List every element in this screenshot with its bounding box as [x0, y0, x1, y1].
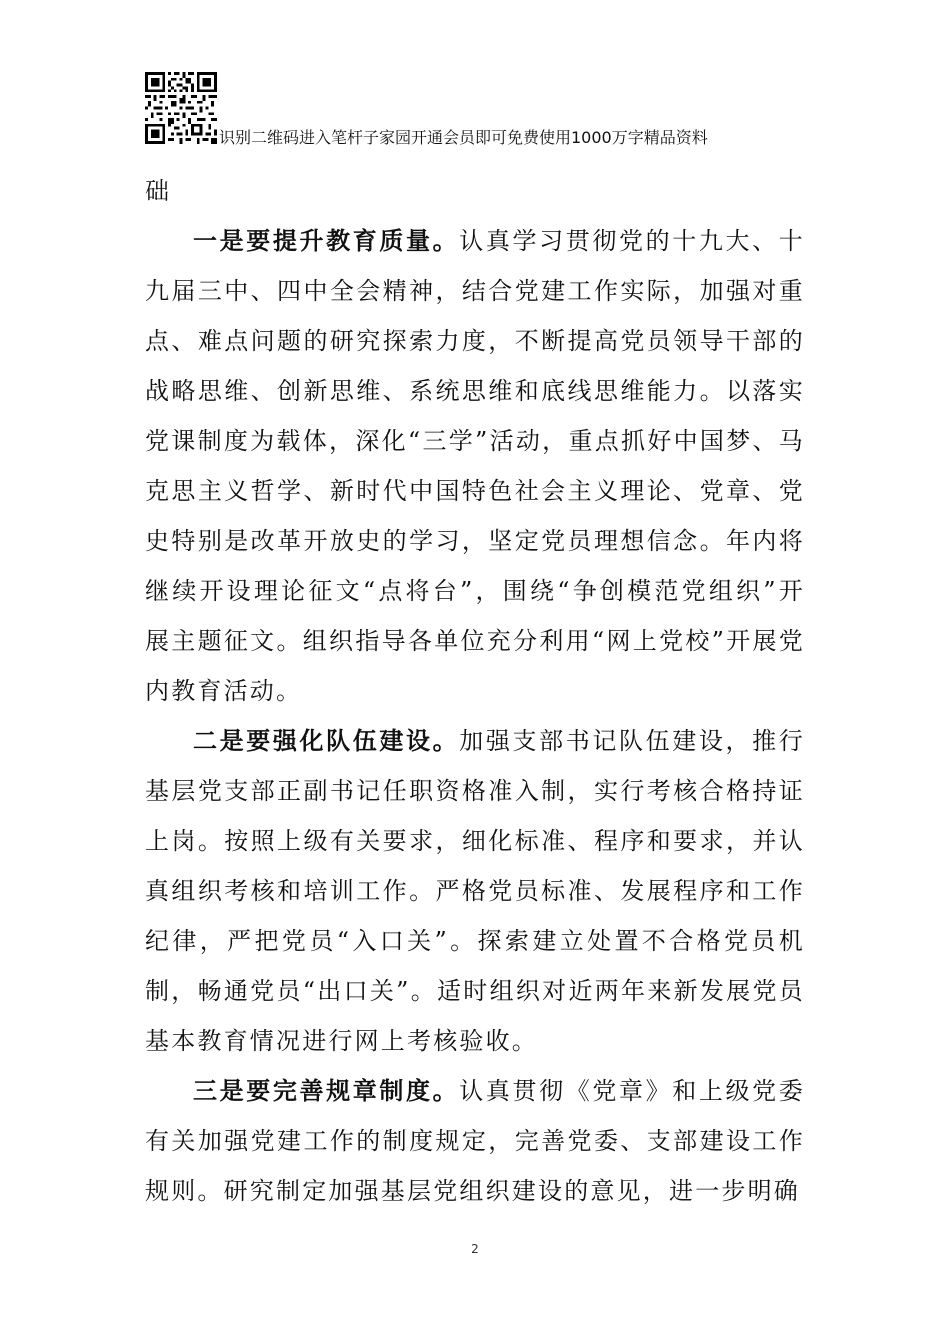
paragraph-3-body: 认真贯彻《党章》和上级党委有关加强党建工作的制度规定，完善党委、支部建设工作规则。研究制定加强基层党组织建设的意见，进一步明确 — [145, 1077, 806, 1205]
paragraph-1-lead: 一是要提升教育质量。 — [193, 226, 460, 255]
paragraph-2-lead: 二是要强化队伍建设。 — [193, 726, 460, 755]
paragraph-3-lead: 三是要完善规章制度。 — [193, 1076, 460, 1105]
paragraph-2-body: 加强支部书记队伍建设，推行基层党支部正副书记任职资格准入制，实行考核合格持证上岗。按照上级有关要求，细化标准、程序和要求，并认真组织考核和培训工作。严格党员标准、发展程序和工作纪律，严把党员“入口关”。探索建立处置不合格党员机制，畅通党员“出口关”。适时组织对近两年来新发展党员基本教育情况进行网上考核验收。 — [145, 727, 806, 1055]
paragraph-3 — [145, 1066, 805, 1216]
paragraph-1-body: 认真学习贯彻党的十九大、十九届三中、四中全会精神，结合党建工作实际，加强对重点、难点问题的研究探索力度，不断提高党员领导干部的战略思维、创新思维、系统思维和底线思维能力。以落实党课制度为载体，深化“三学”活动，重点抓好中国梦、马克思主义哲学、新时代中国特色社会主义理论、党章、党史特别是改革开放史的学习，坚定党员理想信念。年内将继续开设理论征文“点将台”，围绕“争创模范党组织”开展主题征文。组织指导各单位充分利用“网上党校”开展党内教育活动。 — [145, 227, 806, 705]
qr-code-icon[interactable] — [145, 72, 217, 144]
page-number: 2 — [471, 1242, 479, 1256]
page-header — [145, 72, 825, 148]
paragraph-1 — [145, 216, 805, 716]
document-body — [145, 166, 805, 1216]
continuation-text: 础 — [145, 177, 172, 205]
header-promo-text: 识别二维码进入笔杆子家园开通会员即可免费使用1000万字精品资料 — [219, 128, 708, 147]
paragraph-2 — [145, 716, 805, 1066]
